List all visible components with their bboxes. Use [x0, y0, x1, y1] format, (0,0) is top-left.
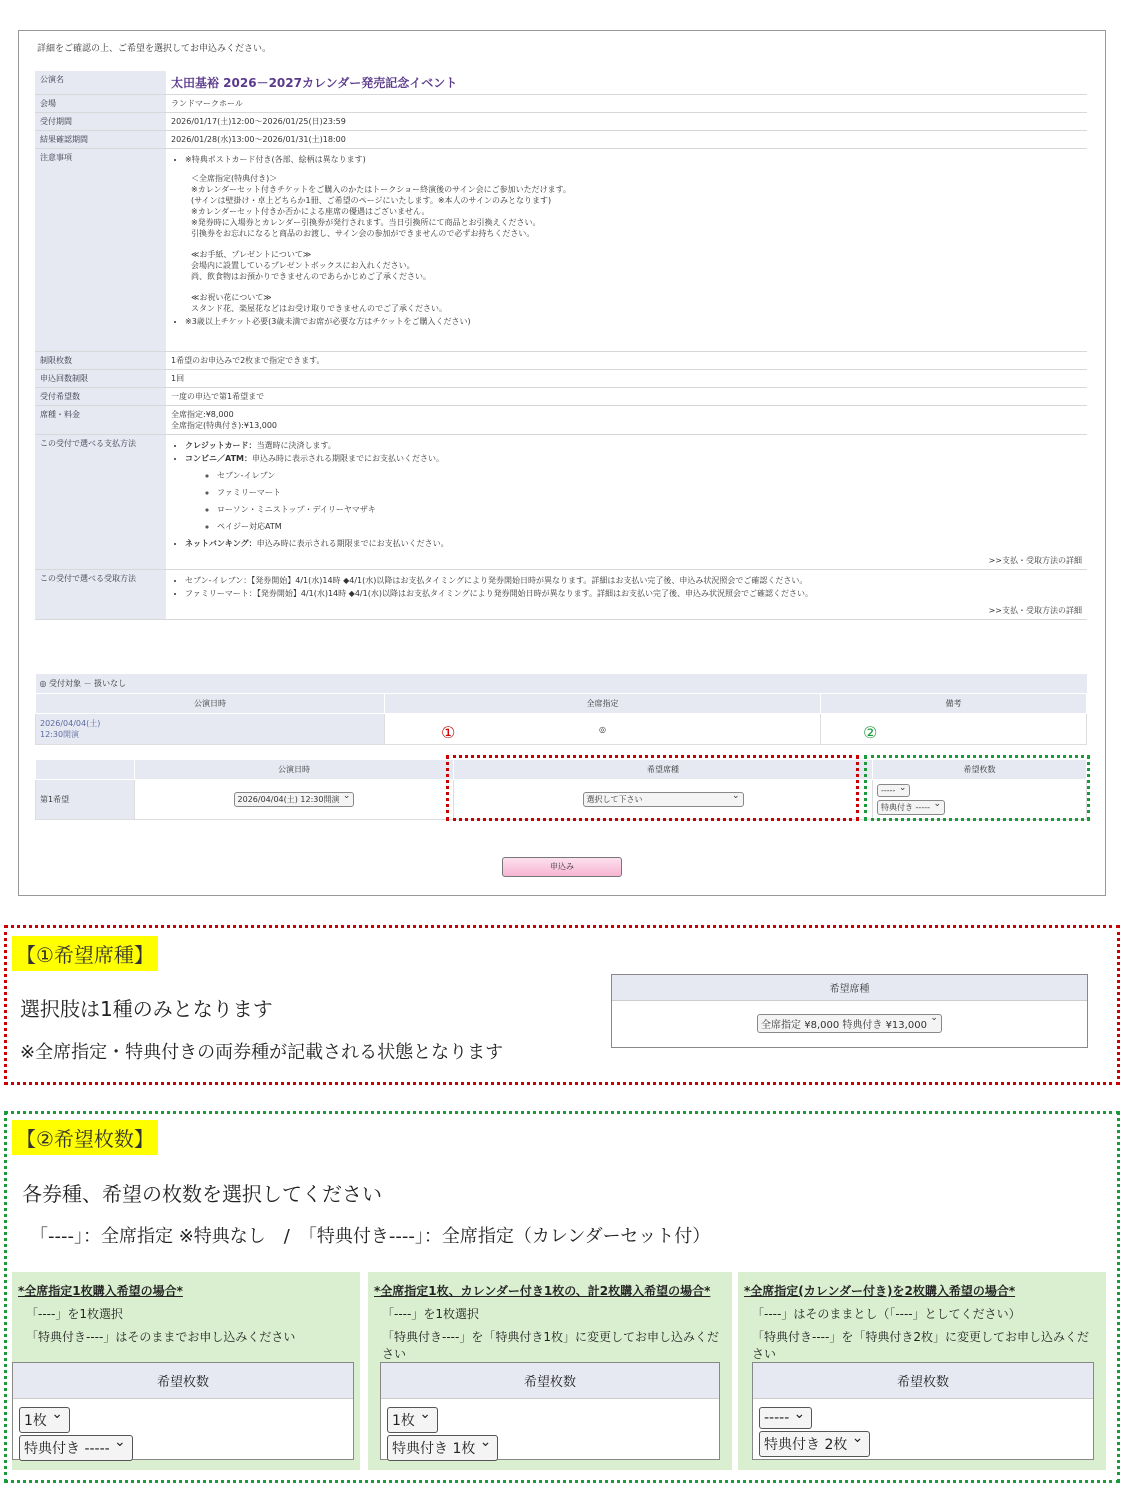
apply-button[interactable]: 申込み — [502, 857, 622, 877]
table-row — [35, 131, 1087, 149]
col-header: 希望枚数 — [873, 760, 1087, 780]
panel-title: *全席指定1枚購入希望の場合* — [18, 1284, 183, 1298]
row-label: 受付希望数 — [35, 388, 166, 406]
table-row — [35, 352, 1087, 370]
col-header: 公演日時 — [135, 760, 454, 780]
example-qty-bonus-select[interactable]: 特典付き ----- ⌄ — [19, 1435, 133, 1461]
note-line: 尚、飲食物はお預かりできませんのであらかじめご了承ください。 — [191, 272, 431, 281]
seat-type-example — [611, 974, 1088, 1048]
wish-row-label: 第1希望 — [36, 780, 135, 820]
table-row — [35, 570, 1087, 620]
table-row — [35, 370, 1087, 388]
example-panel-3 — [738, 1272, 1106, 1470]
price-line: 全席指定(特典付き):¥13,000 — [171, 421, 278, 430]
target-table — [35, 674, 1087, 745]
col-header: 希望席種 — [454, 760, 873, 780]
panel-line: 「----」を1枚選択 — [26, 1307, 123, 1321]
row-label: 制限枚数 — [35, 352, 166, 370]
table-row — [35, 95, 1087, 113]
pay-item: • クレジットカード：当選時に決済します。 — [185, 440, 1082, 451]
highlight-quantity — [864, 755, 1090, 821]
limit-value: 1希望のお申込みで2枚まで指定できます。 — [166, 352, 1087, 370]
section-2-line1: 各券種、希望の枚数を選択してください — [22, 1182, 382, 1206]
table-row — [35, 71, 1087, 95]
note-line: • ※特典ポストカード付き(各部、絵柄は異なります) — [185, 154, 1082, 165]
qty-select[interactable]: ----- ⌄ — [877, 784, 910, 797]
note-line: (サインは壁掛け・卓上どちらか1冊、ご希望のページにいたします。※本人のサインのみとなります) — [191, 196, 552, 205]
section-1-line1: 選択肢は1種のみとなります — [20, 997, 273, 1021]
example-qty-select[interactable]: 1枚 ⌄ — [387, 1407, 438, 1433]
note-line: ≪お祝い花について≫ — [191, 293, 272, 302]
col-header: 公演日時 — [36, 694, 385, 714]
row-label: 注意事項 — [35, 149, 166, 352]
example-panel-2 — [368, 1272, 732, 1470]
row-label: この受付で選べる受取方法 — [35, 570, 166, 620]
example-qty-bonus-select[interactable]: 特典付き 1枚 ⌄ — [387, 1435, 498, 1461]
note-line: ※カレンダーセット付きか否かによる座席の優遇はございません。 — [191, 207, 430, 216]
date-select[interactable]: 2026/04/04(土) 12:30開演 ⌄ — [234, 792, 355, 807]
target-date: 2026/04/04(土) — [40, 719, 101, 728]
panel-line: 「----」を1枚選択 — [382, 1307, 479, 1321]
col-header: 備考 — [821, 694, 1087, 714]
payment-detail-link[interactable]: >>支払・受取方法の詳細 — [988, 556, 1082, 565]
recv-item: • セブン-イレブン：【発券開始】4/1(水)14時 ◆4/1(水)以降はお支払タイミングにより発券開始日時が異なります。詳細はお支払い完了後、申込み状況照会でご確認ください。 — [185, 575, 1082, 586]
event-info-table — [35, 71, 1087, 620]
note-line: ≪お手紙、プレゼントについて≫ — [191, 250, 312, 259]
intro-text: 詳細をご確認の上、ご希望を選択してお申込みください。 — [37, 44, 272, 54]
result-value: 2026/01/28(水)13:00～2026/01/31(土)18:00 — [166, 131, 1087, 149]
section-2-line2: 「----」：全席指定 ※特典なし / 「特典付き----」：全席指定（カレンダーセット付） — [30, 1226, 711, 1247]
box-header: 希望枚数 — [381, 1363, 719, 1399]
panel-title: *全席指定(カレンダー付き)を2枚購入希望の場合* — [744, 1284, 1016, 1298]
row-label: 公演名 — [35, 71, 166, 95]
event-title: 太田基裕 2026－2027カレンダー発売記念イベント — [171, 76, 458, 90]
note-line: ＜全席指定(特典付き)＞ — [191, 174, 278, 183]
qty-example-box — [752, 1362, 1094, 1460]
target-caption: ◎ 受付対象 － 扱いなし — [36, 674, 1087, 694]
period-value: 2026/01/17(土)12:00～2026/01/25(日)23:59 — [166, 113, 1087, 131]
row-label: 結果確認期間 — [35, 131, 166, 149]
store-item: ◦ セブン-イレブン — [217, 470, 1082, 481]
panel-title: *全席指定1枚、カレンダー付き1枚の、計2枚購入希望の場合* — [374, 1284, 711, 1298]
availability-mark: ◎ — [385, 714, 821, 745]
panel-line: 「特典付き----」を「特典付き2枚」に変更してお申し込みください — [752, 1330, 1089, 1361]
panel-line: 「特典付き----」はそのままでお申し込みください — [26, 1330, 296, 1344]
table-row — [35, 406, 1087, 435]
receive-detail-link[interactable]: >>支払・受取方法の詳細 — [988, 606, 1082, 615]
pay-item: • コンビニ／ATM：申込み時に表示される期限までにお支払いください。 ◦ セブン-イレブン ◦ ファミリーマート ◦ ローソン・ミニストップ・デイリーヤマザキ ◦ ペイジー対応ATM — [185, 453, 1082, 532]
section-1-line2: ※全席指定・特典付きの両券種が記載される状態となります — [20, 1042, 504, 1063]
row-label: 受付期間 — [35, 113, 166, 131]
seat-type-select[interactable]: 選択して下さい ⌄ — [583, 792, 744, 807]
marker-2: ② — [863, 723, 878, 742]
table-row — [35, 435, 1087, 570]
note-line: スタンド花、楽屋花などはお受け取りできませんのでご了承ください。 — [191, 304, 447, 313]
store-item: ◦ ローソン・ミニストップ・デイリーヤマザキ — [217, 504, 1082, 515]
marker-1: ① — [441, 723, 456, 742]
note-line: ※カレンダーセット付きチケットをご購入のかたはトークショー終演後のサイン会にご参加いただけます。 — [191, 185, 571, 194]
note-line: ※発券時に入場券とカレンダー引換券が発行されます。当日引換所にて商品とお引換えください。 — [191, 218, 541, 227]
note-line: 会場内に設置しているプレゼントボックスにお入れください。 — [191, 261, 415, 270]
price-line: 全席指定:¥8,000 — [171, 410, 234, 419]
table-row — [35, 149, 1087, 352]
highlight-seat-type — [446, 755, 859, 821]
panel-line: 「特典付き----」を「特典付き1枚」に変更してお申し込みください — [382, 1330, 719, 1361]
note-line: • ※3歳以上チケット必要(3歳未満でお席が必要な方はチケットをご購入ください) — [185, 316, 1082, 327]
count-value: 1回 — [166, 370, 1087, 388]
pay-item: • ネットバンキング：申込み時に表示される期限までにお支払いください。 — [185, 538, 1082, 549]
section-2-heading: 【②希望枚数】 — [12, 1120, 158, 1155]
qty-bonus-select[interactable]: 特典付き ----- ⌄ — [877, 800, 945, 815]
recv-item: • ファミリーマート：【発券開始】4/1(水)14時 ◆4/1(水)以降はお支払タイミングにより発券開始日時が異なります。詳細はお支払い完了後、申込み状況照会でご確認ください。 — [185, 588, 1082, 599]
wish-value: 一度の申込で第1希望まで — [166, 388, 1087, 406]
qty-example-box — [380, 1362, 720, 1460]
row-label: 申込回数制限 — [35, 370, 166, 388]
target-time: 12:30開演 — [40, 730, 80, 739]
row-label: 会場 — [35, 95, 166, 113]
example-panel-1 — [12, 1272, 360, 1470]
example-qty-bonus-select[interactable]: 特典付き 2枚 ⌄ — [759, 1431, 870, 1457]
table-row — [35, 388, 1087, 406]
box-header: 希望枚数 — [753, 1363, 1093, 1399]
example-seat-select[interactable]: 全席指定 ¥8,000 特典付き ¥13,000 ⌄ — [757, 1014, 942, 1033]
venue-value: ランドマークホール — [166, 95, 1087, 113]
example-qty-select[interactable]: ----- ⌄ — [759, 1407, 812, 1429]
store-item: ◦ ペイジー対応ATM — [217, 521, 1082, 532]
panel-line: 「----」はそのままとし（「----」としてください） — [752, 1307, 1021, 1321]
example-qty-select[interactable]: 1枚 ⌄ — [19, 1407, 70, 1433]
store-item: ◦ ファミリーマート — [217, 487, 1082, 498]
row-label: この受付で選べる支払方法 — [35, 435, 166, 570]
note-line: 引換券をお忘れになると商品のお渡し、サイン会の参加ができませんので必ずお持ちください。 — [191, 229, 535, 238]
section-1-heading: 【①希望席種】 — [12, 936, 158, 971]
col-header: 全席指定 — [385, 694, 821, 714]
box-header: 希望席種 — [612, 975, 1087, 1001]
box-header: 希望枚数 — [13, 1363, 353, 1399]
table-row — [35, 113, 1087, 131]
qty-example-box — [12, 1362, 354, 1460]
row-label: 席種・料金 — [35, 406, 166, 435]
